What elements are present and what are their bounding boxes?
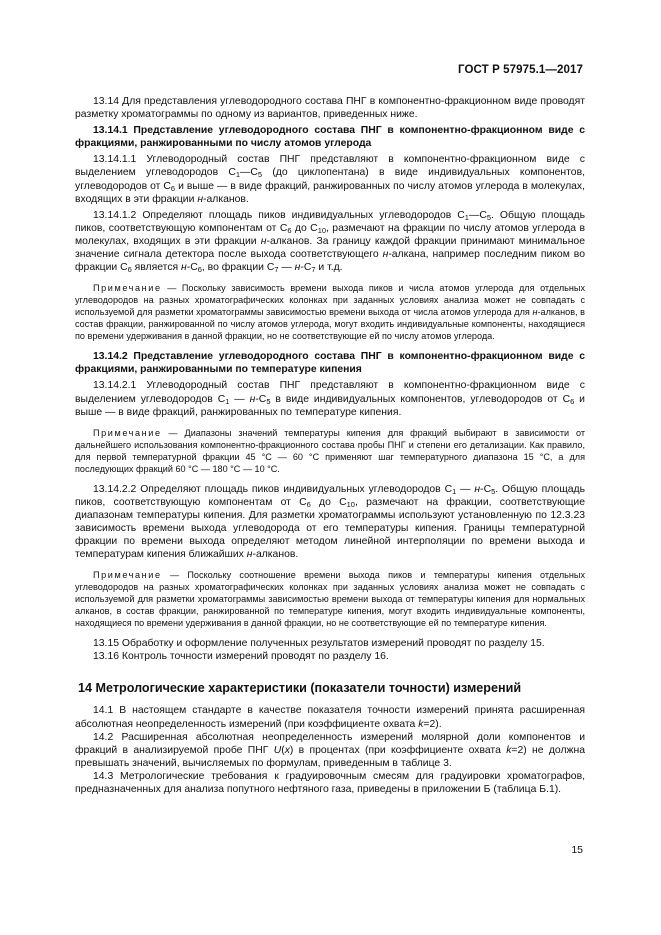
note-1: Примечание — Поскольку зависимость времени выхода пиков и числа атомов углерода для отдельных углеводородов на разных хроматографических колонках при заданных условиях анализа может не совпадать с используемой для разметки хроматограммы зависимостью времени выхода от числа атомов углерода для н-алканов, в состав фракции, ранжированной по числу атомов углерода, могут входить индивидуальные компоненты, находящиеся по времени удерживания в данной фракции, но не соответствующие ей по числу атомов углерода. [75, 283, 585, 342]
paragraph-13-14-2-2: 13.14.2.2 Определяют площадь пиков индивидуальных углеводородов $С_1$ — $н-С_5$. Общую площадь пиков, соответствующую компонентам от $С_6$ до $С_{10}$, размечают на фракции, соответствующие диапазонам температуры кипения. Для разметки хроматограммы используют установленную по 12.3.23 зависимость времени выхода углеводорода от его температуры кипения. Границы температурной фракции по времени выхода определяют методом линейной интерполяции по времени выхода и температурам кипения ближайших н-алканов. [75, 483, 585, 561]
paragraph-13-14-2-1: 13.14.2.1 Углеводородный состав ПНГ представляют в компонентно-фракционном виде с выделением углеводородов $С_1$ — $н-С_5$ в виде индивидуальных компонентов, углеводородов от $С_6$ и выше — в виде фракций, ранжированных по температуре кипения. [75, 380, 585, 418]
paragraph-13-15: 13.15 Обработку и оформление полученных результатов измерений проводят по разделу 15. [93, 638, 545, 650]
paragraph-14-3: 14.3 Метрологические требования к градуировочным смесям для градуировки хроматографов, предназначенных для анализа попутного нефтяного газа, приведены в приложении Б (таблица Б.1). [75, 770, 585, 795]
paragraph-13-14-1-2: 13.14.1.2 Определяют площадь пиков индивидуальных углеводородов $С_1—С_5$. Общую площадь пиков, соответствующую компонентам от $С_6$ до $С_{10}$, размечают на фракции по числу атомов углерода в молекулах, входящих в эти фракции н-алканов. За границу каждой фракции принимают минимальное значение сигнала детектора после выхода соответствующего н-алкана, например последним пиком во фракции $С_6$ является $н-С_6$, во фракции $С_7$ — $н-С_7$ и т.д. [75, 209, 586, 274]
paragraph-14-2: 14.2 Расширенная абсолютная неопределенность измерений молярной доли компонентов и фракций в анализируемой пробе ПНГ U(x) в процентах (при коэффициенте охвата k=2) не должна превышать значений, вычисляемых по формулам, приведенным в таблице 3. [75, 731, 585, 769]
heading-13-14-1: 13.14.1 Представление углеводородного состава ПНГ в компонентно-фракционном виде с фракциями, ранжированными по числу атомов углерода [75, 125, 585, 150]
page-content [75, 95, 585, 796]
paragraph-13-14-1-1: 13.14.1.1 Углеводородный состав ПНГ представляют в компонентно-фракционном виде с выделением углеводородов $С_1—С_5$ (до циклопентана) в виде индивидуальных компонентов, углеводородов от $С_6$ и выше — в виде фракций, ранжированных по числу атомов углерода в молекулах, входящих в эти фракции н-алканов. [75, 154, 585, 205]
paragraph-13-14: 13.14 Для представления углеводородного состава ПНГ в компонентно-фракционном виде проводят разметку хроматограммы по одному из вариантов, приведенных ниже. [75, 96, 585, 121]
note-2: Примечание — Диапазоны значений температуры кипения для фракций выбирают в зависимости от дальнейшего использования компонентно-фракционного состава пробы ПНГ и степени его детализации. Как правило, для первой температурной фракции 45 °С — 60 °С применяют шаг температурного диапазона 15 °С, а для последующих фракций 60 °С — 180 °С — 10 °С. [75, 427, 585, 474]
paragraph-13-16: 13.16 Контроль точности измерений проводят по разделу 16. [93, 651, 389, 663]
heading-13-14-2: 13.14.2 Представление углеводородного состава ПНГ в компонентно-фракционном виде с фракциями, ранжированными по температуре кипения [75, 351, 585, 376]
page-number: 15 [571, 844, 583, 856]
note-3: Примечание — Поскольку соотношение времени выхода пиков и температуры кипения отдельных углеводородов на разных хроматографических колонках при заданных условиях анализа может не совпадать с используемой для разметки хроматограммы зависимостью времени выхода от температуры кипения для нормальных алканов, в состав фракции, ранжированной по температуре кипения, могут входить индивидуальные компоненты, находящиеся по времени удерживания в данной фракции, но не соответствующие ей по температуре кипения. [75, 570, 585, 629]
section-heading-14: 14 Метрологические характеристики (показатели точности) измерений [78, 681, 522, 696]
paragraph-14-1: 14.1 В настоящем стандарте в качестве показателя точности измерений принята расширенная абсолютная неопределенность измерений (при коэффициенте охвата k=2). [75, 705, 585, 730]
document-header: ГОСТ Р 57975.1—2017 [458, 64, 583, 76]
